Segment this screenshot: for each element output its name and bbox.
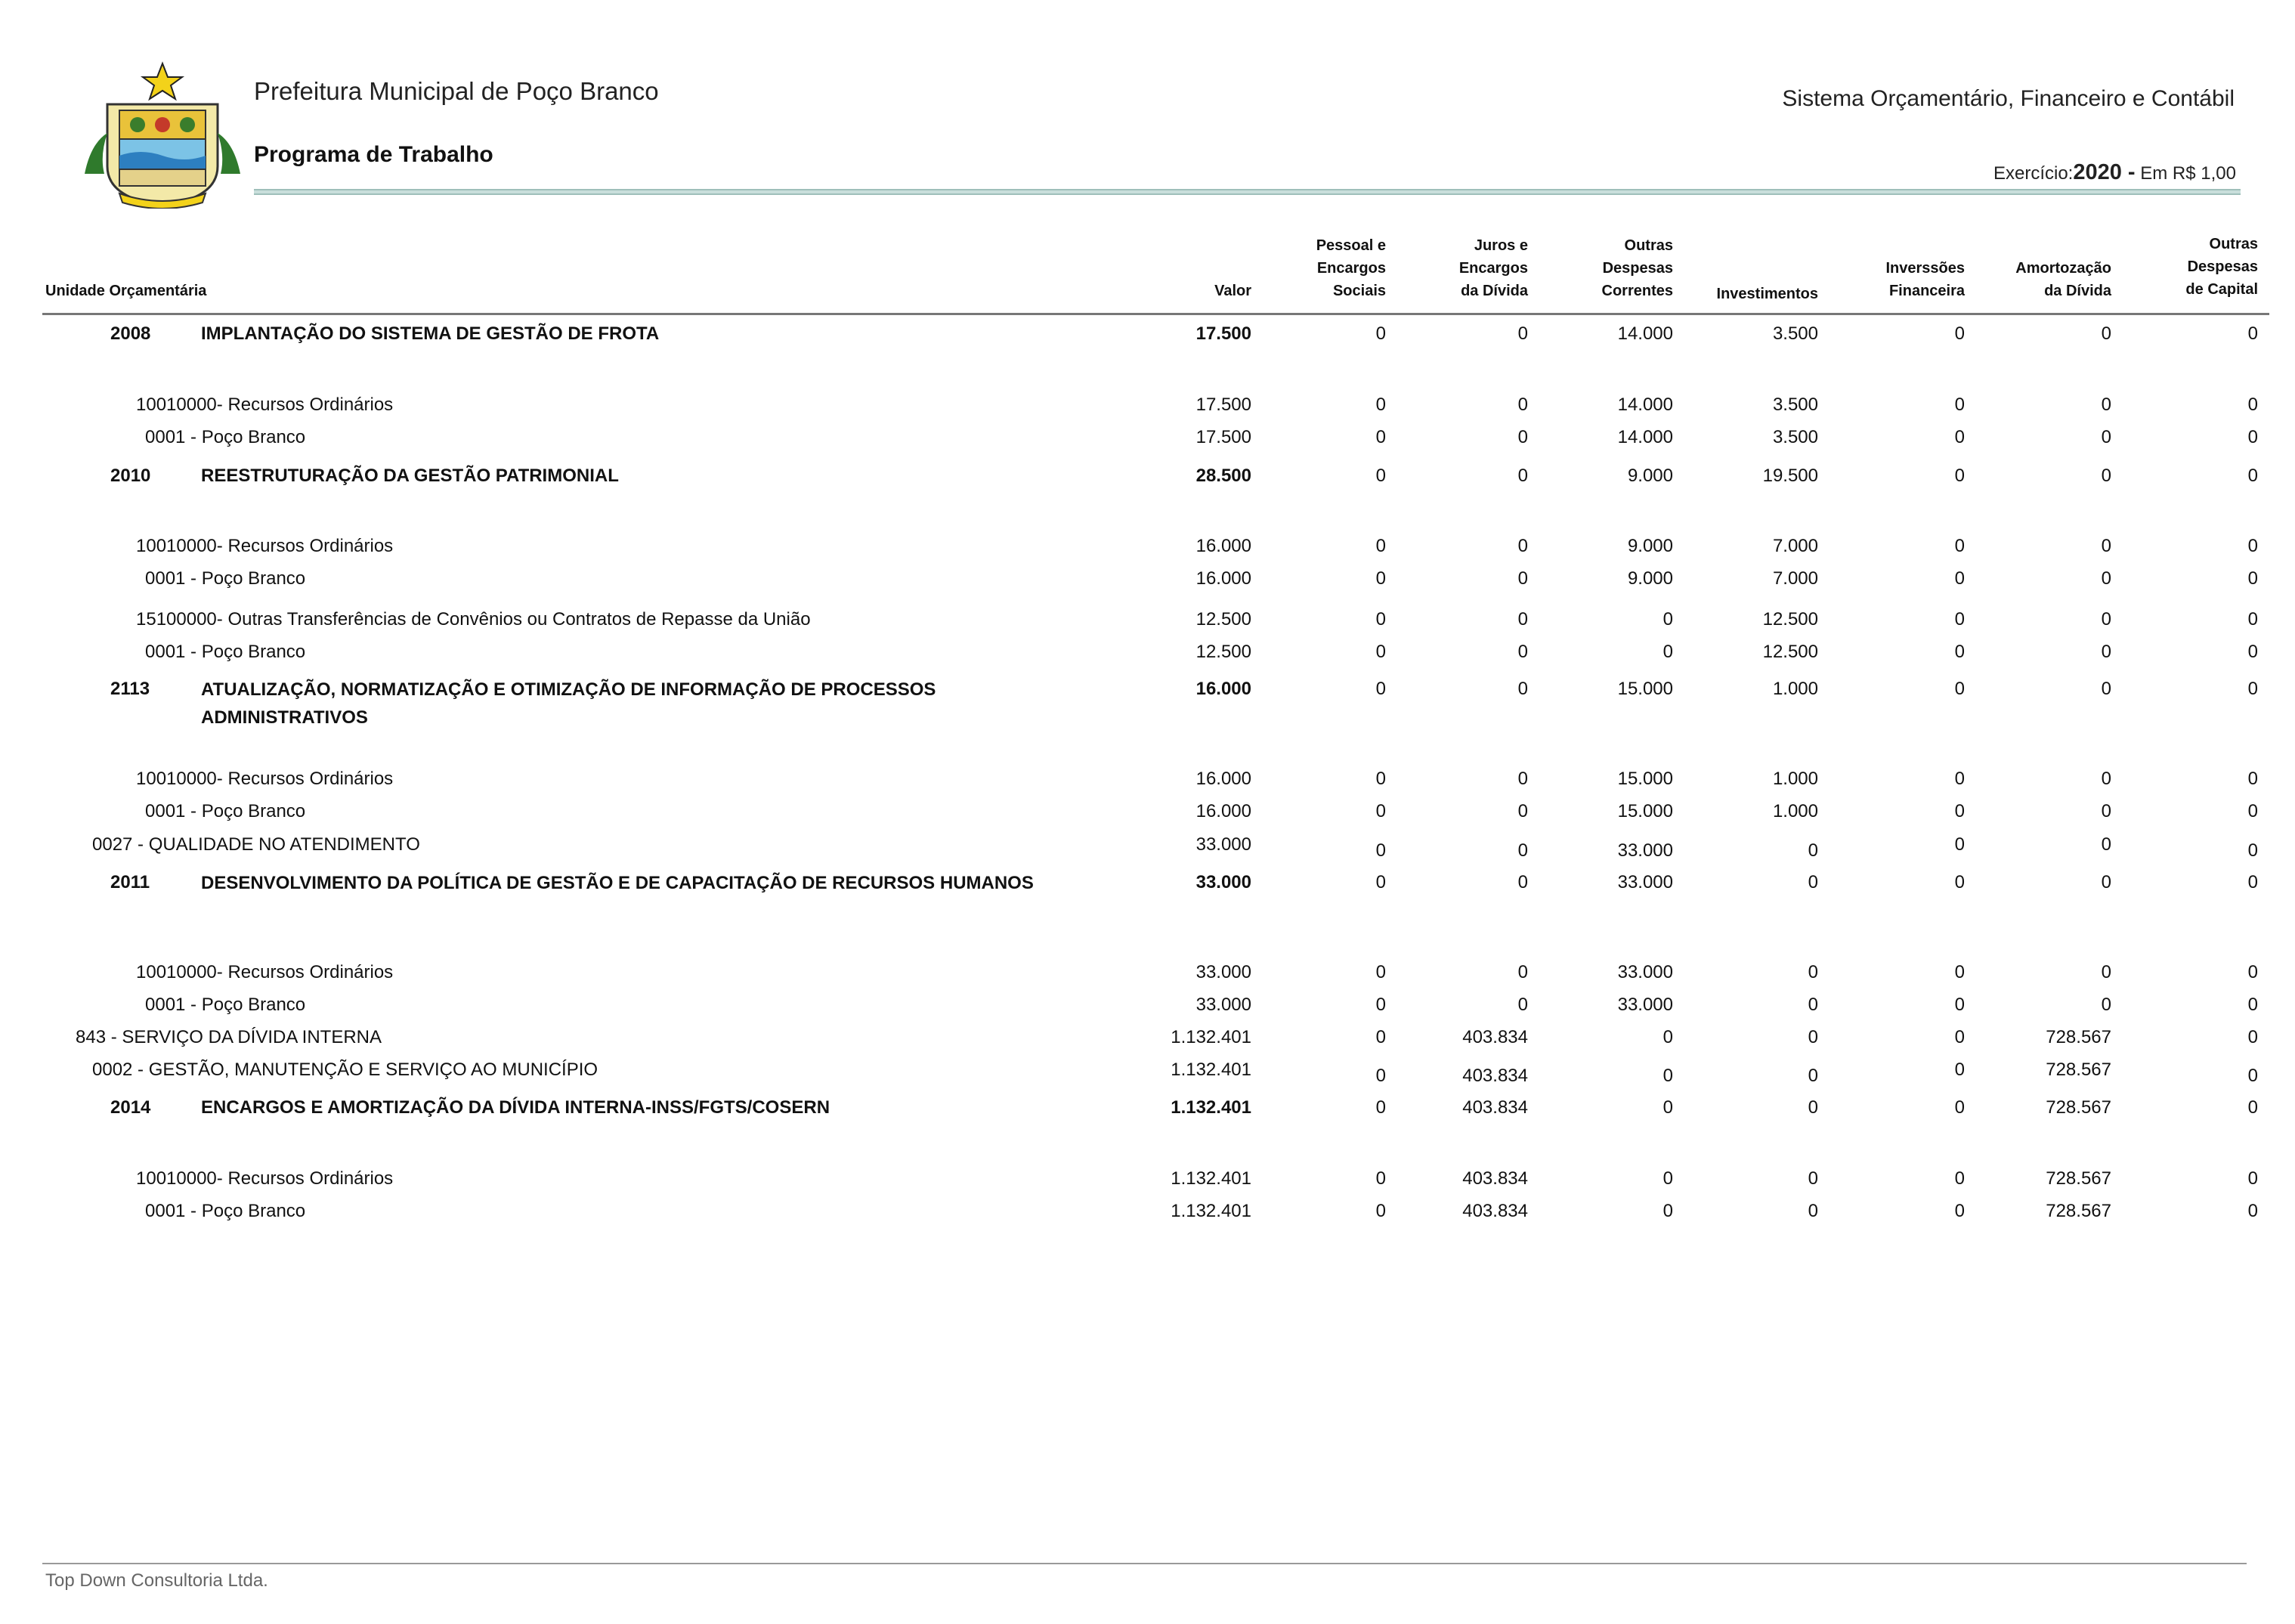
- juros-cell: 0: [1517, 872, 1528, 892]
- juros-cell: 0: [1517, 609, 1528, 629]
- valor-cell: 33.000: [1195, 995, 1251, 1015]
- valor-cell: 33.000: [1195, 962, 1251, 982]
- row-description: 0001 - Poço Branco: [145, 801, 306, 821]
- amortizacao-cell: 0: [2101, 801, 2111, 821]
- outras-capital-cell: 0: [2247, 962, 2258, 982]
- pessoal-cell: 0: [1375, 568, 1386, 589]
- pessoal-cell: 0: [1375, 394, 1386, 415]
- juros-cell: 0: [1517, 801, 1528, 821]
- col-pessoal-line: Sociais: [1332, 283, 1386, 299]
- outras-correntes-cell: 33.000: [1617, 840, 1673, 861]
- row-description: DESENVOLVIMENTO DA POLÍTICA DE GESTÃO E DE CAPACITAÇÃO DE RECURSOS HUMANOS: [201, 873, 1034, 893]
- outras-correntes-cell: 0: [1662, 1027, 1673, 1047]
- juros-cell: 0: [1517, 642, 1528, 662]
- valor-cell: 1.132.401: [1171, 1168, 1251, 1189]
- juros-cell: 0: [1517, 679, 1528, 699]
- amortizacao-cell: 0: [2101, 536, 2111, 556]
- pessoal-cell: 0: [1375, 609, 1386, 629]
- valor-cell: 16.000: [1195, 568, 1251, 589]
- amortizacao-cell: 0: [2101, 995, 2111, 1015]
- col-outrascap-line: Outras: [2209, 236, 2258, 252]
- inversoes-cell: 0: [1954, 1168, 1965, 1189]
- outras-correntes-cell: 15.000: [1617, 801, 1673, 821]
- valor-cell: 12.500: [1195, 642, 1251, 662]
- report-title: Programa de Trabalho: [254, 142, 493, 167]
- juros-cell: 0: [1517, 769, 1528, 789]
- outras-correntes-cell: 33.000: [1617, 995, 1673, 1015]
- outras-capital-cell: 0: [2247, 1027, 2258, 1047]
- amortizacao-cell: 0: [2101, 609, 2111, 629]
- pessoal-cell: 0: [1375, 1168, 1386, 1189]
- investimentos-cell: 0: [1808, 872, 1818, 892]
- col-valor: Valor: [1214, 283, 1251, 299]
- outras-capital-cell: 0: [2247, 1097, 2258, 1118]
- amortizacao-cell: 0: [2101, 679, 2111, 699]
- amortizacao-cell: 0: [2101, 872, 2111, 892]
- valor-cell: 17.500: [1195, 427, 1251, 447]
- outras-capital-cell: 0: [2247, 801, 2258, 821]
- juros-cell: 0: [1517, 427, 1528, 447]
- pessoal-cell: 0: [1375, 642, 1386, 662]
- outras-capital-cell: 0: [2247, 1201, 2258, 1221]
- inversoes-cell: 0: [1954, 834, 1965, 855]
- amortizacao-cell: 0: [2101, 962, 2111, 982]
- outras-capital-cell: 0: [2247, 872, 2258, 892]
- row-description: 10010000- Recursos Ordinários: [136, 962, 394, 982]
- amortizacao-cell: 0: [2101, 834, 2111, 855]
- outras-capital-cell: 0: [2247, 642, 2258, 662]
- valor-cell: 17.500: [1195, 394, 1251, 415]
- col-pessoal-line: Encargos: [1316, 260, 1386, 277]
- col-juros-line: Encargos: [1458, 260, 1528, 277]
- investimentos-cell: 12.500: [1762, 609, 1818, 629]
- investimentos-cell: 12.500: [1762, 642, 1818, 662]
- outras-capital-cell: 0: [2247, 840, 2258, 861]
- amortizacao-cell: 0: [2101, 769, 2111, 789]
- footer-divider: [42, 1563, 2247, 1564]
- action-code: 2010: [110, 466, 151, 486]
- outras-correntes-cell: 14.000: [1617, 394, 1673, 415]
- outras-capital-cell: 0: [2247, 323, 2258, 344]
- col-outrascap-line: Despesas: [2187, 258, 2258, 275]
- juros-cell: 0: [1517, 394, 1528, 415]
- investimentos-cell: 0: [1808, 1097, 1818, 1118]
- inversoes-cell: 0: [1954, 466, 1965, 486]
- valor-cell: 28.500: [1195, 466, 1251, 486]
- municipal-coat-of-arms-logo: [77, 60, 248, 209]
- inversoes-cell: 0: [1954, 1059, 1965, 1080]
- header-divider: [254, 189, 2241, 195]
- outras-capital-cell: 0: [2247, 679, 2258, 699]
- outras-correntes-cell: 9.000: [1627, 568, 1673, 589]
- investimentos-cell: 3.500: [1772, 394, 1818, 415]
- pessoal-cell: 0: [1375, 466, 1386, 486]
- outras-capital-cell: 0: [2247, 1066, 2258, 1086]
- row-description: 0001 - Poço Branco: [145, 568, 306, 589]
- inversoes-cell: 0: [1954, 642, 1965, 662]
- outras-correntes-cell: 9.000: [1627, 466, 1673, 486]
- investimentos-cell: 7.000: [1772, 568, 1818, 589]
- inversoes-cell: 0: [1954, 1027, 1965, 1047]
- inversoes-cell: 0: [1954, 679, 1965, 699]
- pessoal-cell: 0: [1375, 872, 1386, 892]
- juros-cell: 403.834: [1462, 1066, 1528, 1086]
- pessoal-cell: 0: [1375, 995, 1386, 1015]
- inversoes-cell: 0: [1954, 536, 1965, 556]
- system-name: Sistema Orçamentário, Financeiro e Contábil: [1782, 86, 2235, 111]
- outras-correntes-cell: 33.000: [1617, 872, 1673, 892]
- investimentos-cell: 0: [1808, 995, 1818, 1015]
- col-unidade-orcamentaria: Unidade Orçamentária: [45, 283, 207, 299]
- valor-cell: 33.000: [1195, 834, 1251, 855]
- col-outras-line: Correntes: [1601, 283, 1673, 299]
- action-code: 2014: [110, 1097, 151, 1118]
- outras-correntes-cell: 15.000: [1617, 679, 1673, 699]
- outras-correntes-cell: 9.000: [1627, 536, 1673, 556]
- investimentos-cell: 0: [1808, 1027, 1818, 1047]
- pessoal-cell: 0: [1375, 962, 1386, 982]
- column-header-divider: [42, 313, 2269, 315]
- municipality-name: Prefeitura Municipal de Poço Branco: [254, 77, 659, 105]
- valor-cell: 12.500: [1195, 609, 1251, 629]
- inversoes-cell: 0: [1954, 769, 1965, 789]
- pessoal-cell: 0: [1375, 1097, 1386, 1118]
- investimentos-cell: 0: [1808, 1066, 1818, 1086]
- outras-capital-cell: 0: [2247, 466, 2258, 486]
- footer-company: Top Down Consultoria Ltda.: [45, 1570, 268, 1591]
- juros-cell: 403.834: [1462, 1168, 1528, 1189]
- amortizacao-cell: 0: [2101, 568, 2111, 589]
- investimentos-cell: 1.000: [1772, 769, 1818, 789]
- inversoes-cell: 0: [1954, 1201, 1965, 1221]
- investimentos-cell: 0: [1808, 840, 1818, 861]
- inversoes-cell: 0: [1954, 394, 1965, 415]
- outras-capital-cell: 0: [2247, 1168, 2258, 1189]
- outras-correntes-cell: 0: [1662, 1097, 1673, 1118]
- inversoes-cell: 0: [1954, 568, 1965, 589]
- inversoes-cell: 0: [1954, 962, 1965, 982]
- outras-capital-cell: 0: [2247, 609, 2258, 629]
- amortizacao-cell: 728.567: [2046, 1059, 2111, 1080]
- inversoes-cell: 0: [1954, 609, 1965, 629]
- outras-capital-cell: 0: [2247, 394, 2258, 415]
- row-description: 15100000- Outras Transferências de Convênios ou Contratos de Repasse da União: [136, 609, 811, 629]
- investimentos-cell: 0: [1808, 962, 1818, 982]
- col-outrascap-line: de Capital: [2185, 281, 2258, 298]
- outras-capital-cell: 0: [2247, 427, 2258, 447]
- col-juros-encargos: [1422, 234, 1528, 302]
- col-juros-line: da Dívida: [1461, 283, 1528, 299]
- inversoes-cell: 0: [1954, 801, 1965, 821]
- pessoal-cell: 0: [1375, 536, 1386, 556]
- col-outras-line: Despesas: [1602, 260, 1673, 277]
- valor-cell: 16.000: [1195, 769, 1251, 789]
- action-code: 2011: [110, 872, 150, 892]
- outras-correntes-cell: 14.000: [1617, 427, 1673, 447]
- outras-correntes-cell: 0: [1662, 1066, 1673, 1086]
- outras-capital-cell: 0: [2247, 568, 2258, 589]
- col-investimentos: Investimentos: [1716, 286, 1818, 302]
- row-description: 10010000- Recursos Ordinários: [136, 1168, 394, 1189]
- col-outras-line: Outras: [1624, 237, 1673, 254]
- col-inversoes-line: Financeira: [1888, 283, 1965, 299]
- col-inversoes-line: Inverssões: [1885, 260, 1965, 277]
- row-description: ENCARGOS E AMORTIZAÇÃO DA DÍVIDA INTERNA-INSS/FGTS/COSERN: [201, 1097, 830, 1118]
- juros-cell: 0: [1517, 466, 1528, 486]
- valor-cell: 16.000: [1195, 801, 1251, 821]
- amortizacao-cell: 728.567: [2046, 1201, 2111, 1221]
- valor-cell: 16.000: [1195, 536, 1251, 556]
- action-code: 2008: [110, 323, 151, 344]
- amortizacao-cell: 0: [2101, 466, 2111, 486]
- investimentos-cell: 0: [1808, 1201, 1818, 1221]
- investimentos-cell: 1.000: [1772, 801, 1818, 821]
- col-amortizacao-divida: [1983, 257, 2111, 302]
- valor-cell: 1.132.401: [1171, 1097, 1251, 1118]
- investimentos-cell: 1.000: [1772, 679, 1818, 699]
- row-description: 0027 - QUALIDADE NO ATENDIMENTO: [92, 834, 420, 855]
- juros-cell: 0: [1517, 568, 1528, 589]
- outras-capital-cell: 0: [2247, 769, 2258, 789]
- row-description: REESTRUTURAÇÃO DA GESTÃO PATRIMONIAL: [201, 466, 619, 486]
- amortizacao-cell: 0: [2101, 394, 2111, 415]
- row-description: 0002 - GESTÃO, MANUTENÇÃO E SERVIÇO AO MUNICÍPIO: [92, 1059, 598, 1080]
- outras-capital-cell: 0: [2247, 536, 2258, 556]
- col-amortizacao-line: da Dívida: [2044, 283, 2111, 299]
- action-code: 2113: [110, 679, 150, 699]
- valor-cell: 1.132.401: [1171, 1059, 1251, 1080]
- pessoal-cell: 0: [1375, 840, 1386, 861]
- row-description: 10010000- Recursos Ordinários: [136, 536, 394, 556]
- amortizacao-cell: 728.567: [2046, 1168, 2111, 1189]
- pessoal-cell: 0: [1375, 323, 1386, 344]
- juros-cell: 403.834: [1462, 1201, 1528, 1221]
- juros-cell: 0: [1517, 962, 1528, 982]
- pessoal-cell: 0: [1375, 427, 1386, 447]
- row-description: 843 - SERVIÇO DA DÍVIDA INTERNA: [76, 1027, 382, 1047]
- pessoal-cell: 0: [1375, 1066, 1386, 1086]
- valor-cell: 33.000: [1195, 872, 1251, 892]
- investimentos-cell: 3.500: [1772, 427, 1818, 447]
- investimentos-cell: 7.000: [1772, 536, 1818, 556]
- outras-correntes-cell: 0: [1662, 642, 1673, 662]
- fiscal-year-label: [1993, 160, 2236, 185]
- currency-unit: Em R$ 1,00: [2140, 163, 2236, 184]
- exercicio-label: Exercício:: [1993, 163, 2074, 184]
- outras-correntes-cell: 14.000: [1617, 323, 1673, 344]
- juros-cell: 0: [1517, 995, 1528, 1015]
- col-juros-line: Juros e: [1474, 237, 1528, 254]
- row-description: 0001 - Poço Branco: [145, 995, 306, 1015]
- amortizacao-cell: 0: [2101, 642, 2111, 662]
- outras-correntes-cell: 0: [1662, 1201, 1673, 1221]
- pessoal-cell: 0: [1375, 1201, 1386, 1221]
- pessoal-cell: 0: [1375, 801, 1386, 821]
- col-pessoal-encargos: [1280, 234, 1386, 302]
- pessoal-cell: 0: [1375, 769, 1386, 789]
- investimentos-cell: 19.500: [1762, 466, 1818, 486]
- col-pessoal-line: Pessoal e: [1316, 237, 1386, 254]
- pessoal-cell: 0: [1375, 1027, 1386, 1047]
- amortizacao-cell: 0: [2101, 427, 2111, 447]
- juros-cell: 0: [1517, 323, 1528, 344]
- valor-cell: 1.132.401: [1171, 1027, 1251, 1047]
- pessoal-cell: 0: [1375, 679, 1386, 699]
- valor-cell: 16.000: [1195, 679, 1251, 699]
- juros-cell: 403.834: [1462, 1027, 1528, 1047]
- inversoes-cell: 0: [1954, 872, 1965, 892]
- juros-cell: 0: [1517, 536, 1528, 556]
- row-description: 10010000- Recursos Ordinários: [136, 394, 394, 415]
- amortizacao-cell: 728.567: [2046, 1097, 2111, 1118]
- row-description: 0001 - Poço Branco: [145, 642, 306, 662]
- col-outras-despesas-correntes: [1567, 234, 1673, 302]
- investimentos-cell: 3.500: [1772, 323, 1818, 344]
- valor-cell: 17.500: [1195, 323, 1251, 344]
- row-description: ATUALIZAÇÃO, NORMATIZAÇÃO E OTIMIZAÇÃO DE INFORMAÇÃO DE PROCESSOS ADMINISTRATIVOS: [201, 679, 936, 728]
- inversoes-cell: 0: [1954, 995, 1965, 1015]
- outras-correntes-cell: 15.000: [1617, 769, 1673, 789]
- row-description: 10010000- Recursos Ordinários: [136, 769, 394, 789]
- row-description: 0001 - Poço Branco: [145, 427, 306, 447]
- col-amortizacao-line: Amortozação: [2015, 260, 2111, 277]
- inversoes-cell: 0: [1954, 1097, 1965, 1118]
- outras-correntes-cell: 0: [1662, 609, 1673, 629]
- amortizacao-cell: 0: [2101, 323, 2111, 344]
- juros-cell: 0: [1517, 840, 1528, 861]
- amortizacao-cell: 728.567: [2046, 1027, 2111, 1047]
- juros-cell: 403.834: [1462, 1097, 1528, 1118]
- inversoes-cell: 0: [1954, 323, 1965, 344]
- valor-cell: 1.132.401: [1171, 1201, 1251, 1221]
- outras-correntes-cell: 0: [1662, 1168, 1673, 1189]
- outras-capital-cell: 0: [2247, 995, 2258, 1015]
- outras-correntes-cell: 33.000: [1617, 962, 1673, 982]
- col-inversoes-financeira: [1844, 257, 1965, 302]
- row-description: IMPLANTAÇÃO DO SISTEMA DE GESTÃO DE FROTA: [201, 323, 660, 344]
- inversoes-cell: 0: [1954, 427, 1965, 447]
- investimentos-cell: 0: [1808, 1168, 1818, 1189]
- row-description: 0001 - Poço Branco: [145, 1201, 306, 1221]
- col-outras-despesas-capital: [2145, 233, 2258, 301]
- exercicio-year: 2020 -: [2073, 160, 2136, 184]
